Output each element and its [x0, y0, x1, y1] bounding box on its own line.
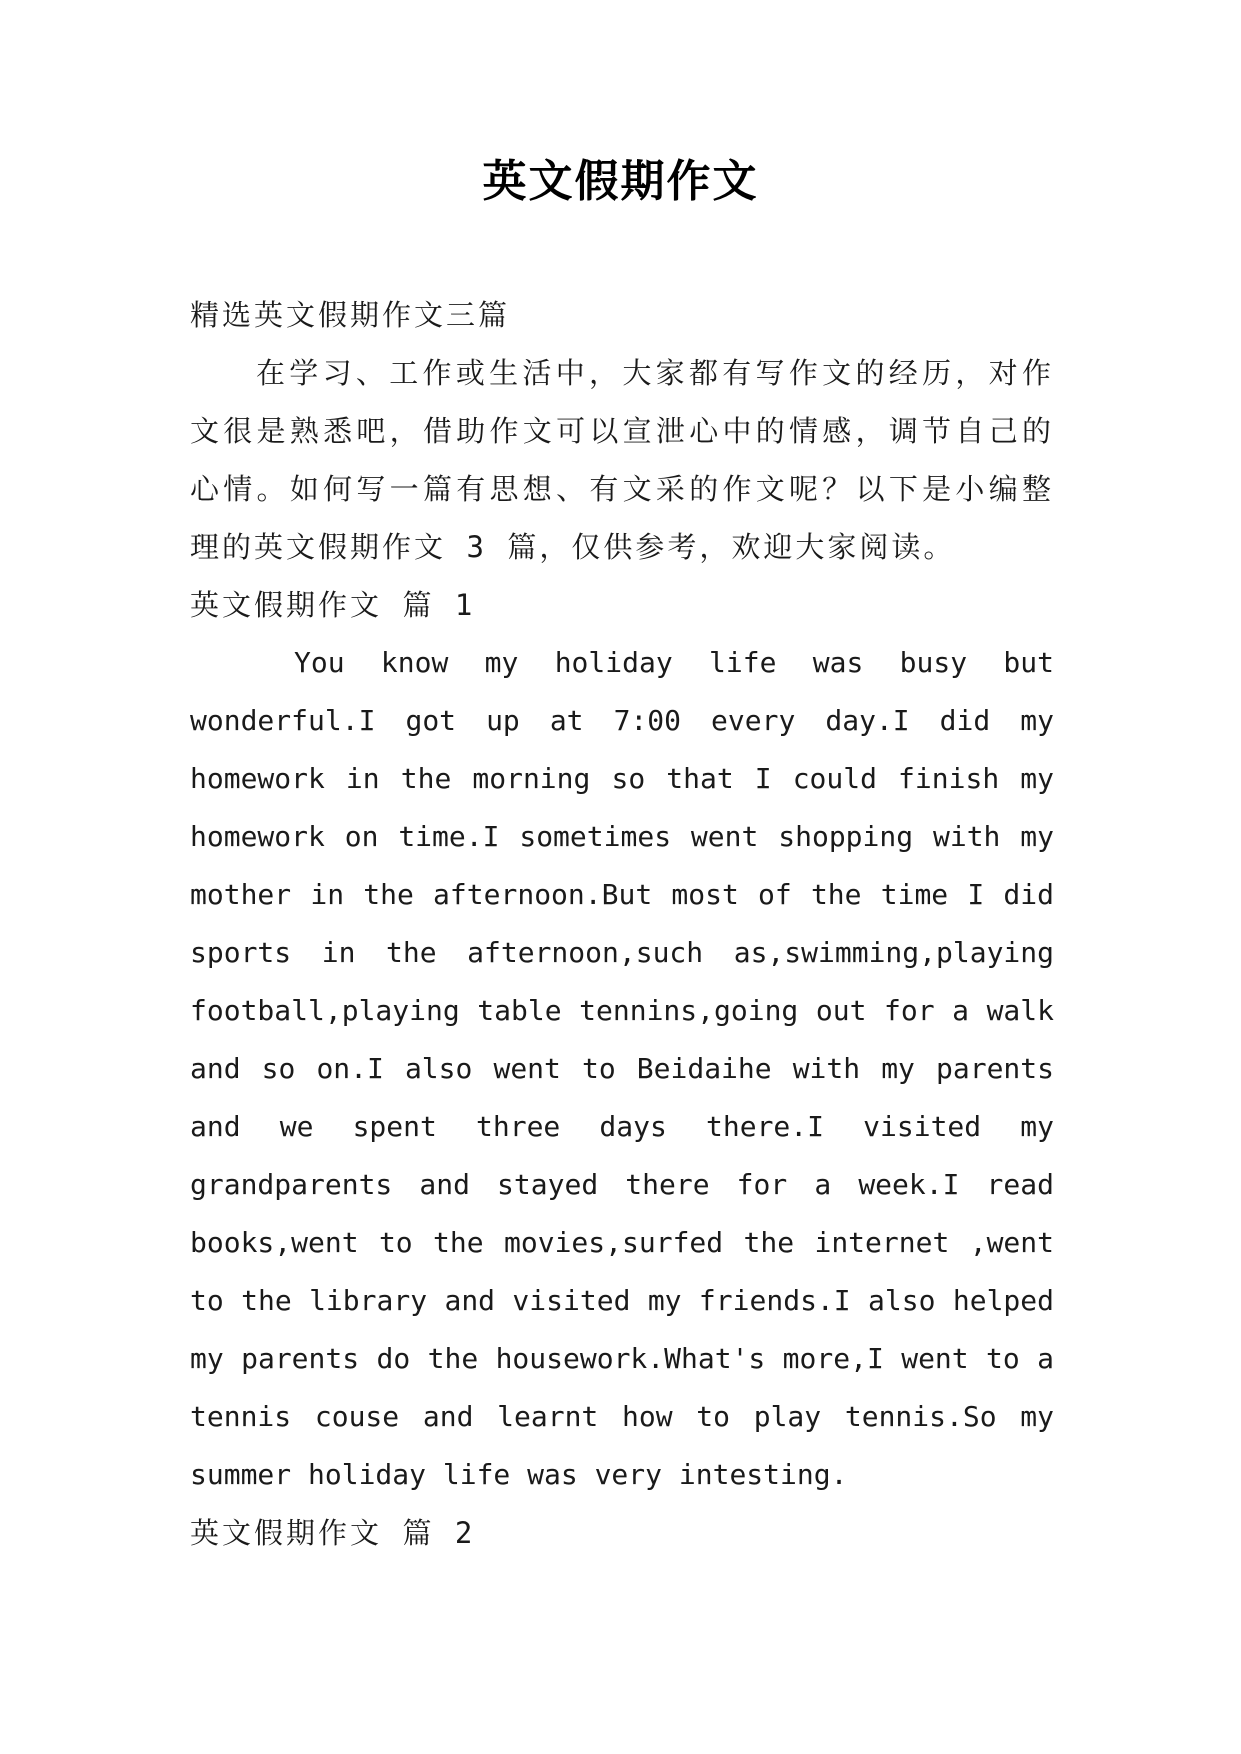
intro-line: 心情。如何写一篇有思想、有文采的作文呢？以下是小编整	[190, 472, 1054, 506]
essay-line: You know my holiday life was busy but	[294, 646, 1054, 679]
essay-line: to the library and visited my friends.I also helped	[190, 1284, 1054, 1317]
section-heading-2: 英文假期作文 篇 2	[190, 1516, 476, 1550]
essay-line: homework on time.I sometimes went shopping with my	[190, 820, 1054, 853]
subtitle: 精选英文假期作文三篇	[190, 298, 511, 332]
essay-line: my parents do the housework.What's more,I went to a	[190, 1342, 1054, 1375]
intro-line: 理的英文假期作文 3 篇，仅供参考，欢迎大家阅读。	[190, 530, 956, 564]
intro-line: 在学习、工作或生活中，大家都有写作文的经历，对作	[256, 356, 1054, 390]
section-heading-1: 英文假期作文 篇 1	[190, 588, 476, 622]
essay-line: and we spent three days there.I visited my	[190, 1110, 1054, 1143]
essay-line: and so on.I also went to Beidaihe with my parents	[190, 1052, 1054, 1085]
document-title: 英文假期作文	[482, 156, 759, 207]
essay-line: wonderful.I got up at 7:00 every day.I did my	[190, 704, 1054, 737]
essay-line: grandparents and stayed there for a week.I read	[190, 1168, 1054, 1201]
essay-line: mother in the afternoon.But most of the time I did	[190, 878, 1054, 911]
intro-line: 文很是熟悉吧，借助作文可以宣泄心中的情感，调节自己的	[190, 414, 1054, 448]
essay-line: summer holiday life was very intesting.	[190, 1458, 848, 1491]
essay-line: books,went to the movies,surfed the internet ,went	[190, 1226, 1054, 1259]
essay-line: tennis couse and learnt how to play tennis.So my	[190, 1400, 1054, 1433]
essay-line: football,playing table tennins,going out for a walk	[190, 994, 1054, 1027]
essay-line: homework in the morning so that I could finish my	[190, 762, 1054, 795]
essay-line: sports in the afternoon,such as,swimming,playing	[190, 936, 1054, 969]
